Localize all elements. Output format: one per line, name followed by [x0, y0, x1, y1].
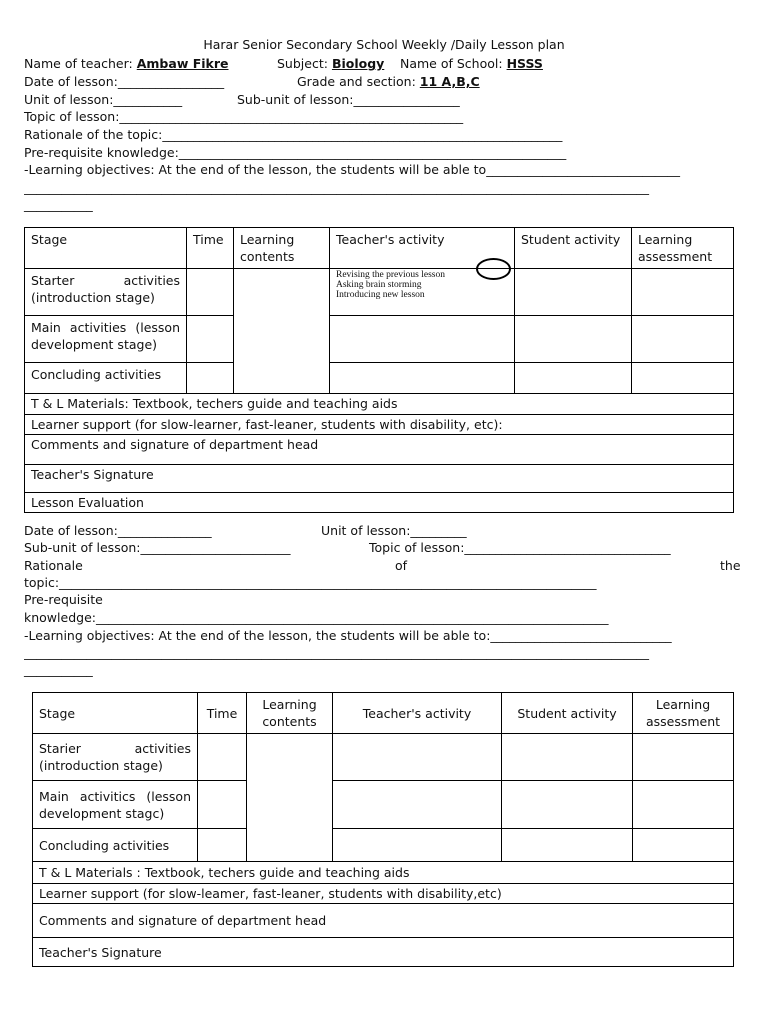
department-head-row: Comments and signature of department head	[25, 435, 734, 465]
student-activity-cell[interactable]	[502, 734, 633, 781]
stage-concluding: Concluding activities	[25, 363, 187, 394]
teacher-note-2: Asking brain storming	[336, 280, 422, 290]
teacher-activity-cell[interactable]	[330, 363, 515, 394]
header-stage: Stage	[25, 228, 187, 269]
objectives-line: -Learning objectives: At the end of the lesson, the students will be able to_______________________________	[24, 162, 680, 177]
date-line: Date of lesson:_________________	[24, 74, 225, 89]
stage-main: Main activitics (lesson development stagc)	[33, 781, 198, 829]
subunit-line: Sub-unit of lesson:_________________	[237, 92, 460, 107]
department-head-row: Comments and signature of department head	[33, 904, 734, 938]
lesson-plan-table-2	[32, 692, 734, 967]
rationale-word-3: the	[720, 558, 741, 573]
assessment-cell[interactable]	[632, 269, 734, 316]
time-cell[interactable]	[198, 734, 247, 781]
rationale-word-2: of	[395, 558, 408, 573]
teacher-activity-cell[interactable]	[333, 781, 502, 829]
time-cell[interactable]	[198, 829, 247, 862]
learning-contents-cell[interactable]	[247, 734, 333, 862]
header-teacher-activity: Teacher's activity	[333, 693, 502, 734]
teacher-label: Name of teacher:	[24, 56, 133, 71]
unit-line: Unit of lesson:___________	[24, 92, 183, 107]
student-activity-cell[interactable]	[515, 269, 632, 316]
page-title: Harar Senior Secondary School Weekly /Daily Lesson plan	[203, 37, 565, 52]
objectives-blank-4: ___________	[24, 662, 93, 677]
teacher-activity-cell[interactable]	[333, 734, 502, 781]
objectives-blank-3: ____________________________________________________________________________________________________	[24, 645, 649, 660]
header-learning-contents: Learning contents	[247, 693, 333, 734]
header-teacher-activity: Teacher's activity	[330, 228, 515, 269]
topic-line-2: Topic of lesson:_________________________________	[369, 540, 671, 555]
prereq-line: Pre-requisite knowledge:______________________________________________________________	[24, 145, 567, 160]
subject-value: Biology	[331, 56, 385, 71]
header-learning-assessment: Learning assessment	[633, 693, 734, 734]
teacher-signature-row: Teacher's Signature	[33, 938, 734, 967]
student-activity-cell[interactable]	[515, 363, 632, 394]
time-cell[interactable]	[187, 269, 234, 316]
stage-concluding: Concluding activities	[33, 829, 198, 862]
prereq-cont-2: knowledge:__________________________________________________________________________________	[24, 610, 609, 625]
subject-label: Subject:	[277, 56, 328, 71]
time-cell[interactable]	[187, 316, 234, 363]
stage-main: Main activities (lesson development stage)	[25, 316, 187, 363]
materials-row: T & L Materials : Textbook, techers guide and teaching aids	[33, 862, 734, 884]
student-activity-cell[interactable]	[515, 316, 632, 363]
teacher-name-line	[24, 56, 229, 71]
teacher-signature-row: Teacher's Signature	[25, 465, 734, 493]
teacher-note-3: Introducing new lesson	[336, 290, 425, 300]
header-learning-contents: Learning contents	[234, 228, 330, 269]
grade-label: Grade and section:	[297, 74, 416, 89]
assessment-cell[interactable]	[633, 734, 734, 781]
header-learning-assessment: Learning assessment	[632, 228, 734, 269]
subunit-line-2: Sub-unit of lesson:________________________	[24, 540, 291, 555]
grade-value: 11 A,B,C	[419, 74, 480, 89]
learner-support-row: Learner support (for slow-leamer, fast-leaner, students with disability,etc)	[33, 884, 734, 904]
objectives-blank-1: ____________________________________________________________________________________________________	[24, 180, 649, 195]
learning-contents-cell[interactable]	[234, 269, 330, 394]
subject-line	[277, 56, 384, 71]
header-stage: Stage	[33, 693, 198, 734]
topic-line: Topic of lesson:_______________________________________________________	[24, 109, 464, 124]
learner-support-row: Learner support (for slow-learner, fast-leaner, students with disability, etc):	[25, 415, 734, 435]
time-cell[interactable]	[198, 781, 247, 829]
teacher-activity-cell[interactable]	[330, 316, 515, 363]
header-time: Time	[187, 228, 234, 269]
header-student-activity: Student activity	[515, 228, 632, 269]
unit-line-2: Unit of lesson:_________	[321, 523, 467, 538]
lesson-plan-table-1	[24, 227, 734, 513]
school-label: Name of School:	[400, 56, 503, 71]
date-line-2: Date of lesson:_______________	[24, 523, 212, 538]
school-value: HSSS	[506, 56, 543, 71]
assessment-cell[interactable]	[633, 829, 734, 862]
teacher-activity-cell[interactable]	[333, 829, 502, 862]
objectives-line-2: -Learning objectives: At the end of the lesson, the students will be able to:_____________________________	[24, 628, 672, 643]
materials-row: T & L Materials: Textbook, techers guide and teaching aids	[25, 394, 734, 415]
assessment-cell[interactable]	[633, 781, 734, 829]
stage-starter: Starier activities (introduction stage)	[33, 734, 198, 781]
header-student-activity: Student activity	[502, 693, 633, 734]
school-line	[400, 56, 543, 71]
objectives-blank-2: ___________	[24, 197, 93, 212]
teacher-value: Ambaw Fikre	[136, 56, 229, 71]
grade-line	[297, 74, 480, 89]
prereq-line-2: Pre-requisite	[24, 592, 103, 607]
assessment-cell[interactable]	[632, 316, 734, 363]
teacher-note-1: Revising the previous lesson	[336, 270, 445, 280]
circle-mark	[476, 258, 511, 280]
rationale-line: Rationale of the topic:________________________________________________________________	[24, 127, 563, 142]
student-activity-cell[interactable]	[502, 781, 633, 829]
lesson-evaluation-row: Lesson Evaluation	[25, 493, 734, 513]
assessment-cell[interactable]	[632, 363, 734, 394]
stage-starter: Starter activities (introduction stage)	[25, 269, 187, 316]
time-cell[interactable]	[187, 363, 234, 394]
header-time: Time	[198, 693, 247, 734]
rationale-word-1: Rationale	[24, 558, 83, 573]
rationale-cont-2: topic:______________________________________________________________________________________	[24, 575, 597, 590]
student-activity-cell[interactable]	[502, 829, 633, 862]
